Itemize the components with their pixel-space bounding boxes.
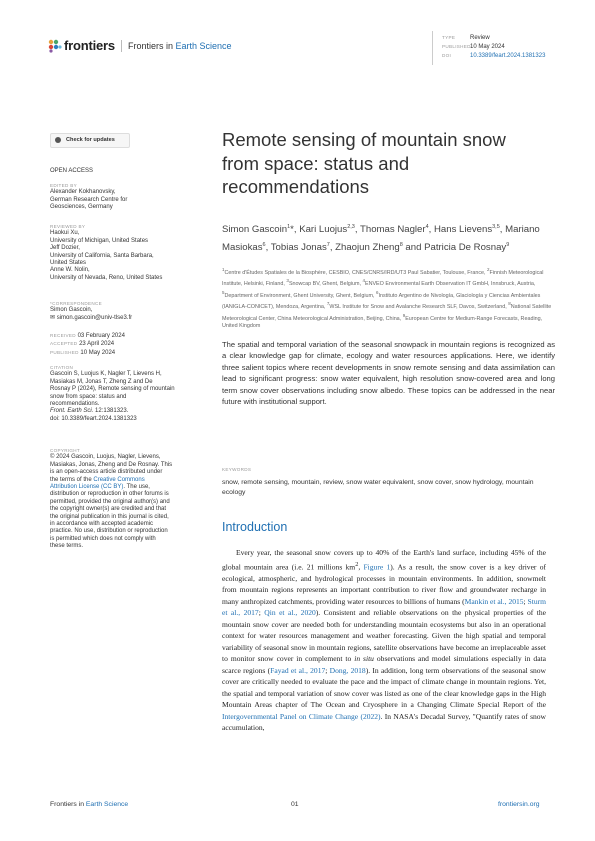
meta-divider (432, 31, 433, 65)
journal-name[interactable]: Frontiers in Earth Science (128, 41, 232, 51)
affiliations: $^1$Centre d'Études Spatiales de la Biosphère, CESBIO, CNES/CNRS/IRD/UT3 Paul Sabatier, Toulouse, France, $^2$Finnish Meteorological Institute, Helsinki, Finland, $^3$Snowcap BV, Ghent, Belgium, $^4$ENVEO Environmental Earth Observation IT GmbH, Innsbruck, Austria, $^5$Department of Environment, Ghent University, Ghent, Belgium, $^6$Instituto Argentino de Nivología, Glaciología y Ciencias Ambientales (IANIGLA-CONICET), Mendoza, Argentina, $^7$WSL Institute for Snow and Avalanche Research SLF, Davos, Switzerland, $^8$National Satellite Meteorological Center, China Meteorological Administration, Beijing, China, $^9$European Centre for Medium-Range Forecasts, Reading, United Kingdom (222, 267, 552, 329)
check-for-updates-button[interactable]: Check for updates (50, 133, 130, 148)
site-link[interactable]: frontiersin.org (498, 801, 540, 808)
keywords: snow, remote sensing, mountain, review, snow water equivalent, snow cover, snow hydrology, mountain ecology (222, 479, 534, 496)
edited-by: EDITED BY Alexander Kokhanovsky, German Research Centre for Geosciences, Germany (50, 183, 128, 211)
footer-journal: Frontiers in Earth Science (50, 801, 129, 808)
meta-published: PUBLISHED10 May 2024 (442, 44, 505, 50)
citation-doi-link[interactable]: doi: 10.3389/feart.2024.1381323 (50, 415, 137, 422)
meta-type: TYPE Review (442, 35, 490, 41)
section-title: Introduction (222, 520, 288, 534)
keywords-label: KEYWORDS (222, 467, 252, 472)
author-list: Simon Gascoin$^1$*, Kari Luojus$^{2,3}$, Thomas Nagler$^4$, Hans Lievens$^{3,5}$, Mariano Masiokas$^6$, Tobias Jonas$^7$, Zhaojun Zheng$^8$ and Patricia De Rosnay$^9$ (222, 224, 540, 253)
page-number: 01 (291, 801, 299, 808)
dates: RECEIVED 03 February 2024 ACCEPTED 23 April 2024 PUBLISHED 10 May 2024 (50, 333, 125, 356)
citation: CITATION Gascoin S, Luojus K, Nagler T, Lievens H, Masiakas M, Jonas T, Zheng Z and De Rosnay P (2024), Remote sensing of mountain snow from space: status and recommendations. Front. Earth Sci. 12:1381323. doi: 10.3389/feart.2024.1381323 (50, 364, 185, 423)
header-divider (121, 40, 122, 52)
copyright: COPYRIGHT © 2024 Gascoin, Luojus, Nagler, Lievens, Masiakas, Jonas, Zheng and De Rosnay. This is an open-access article distributed under the terms of the Creative Commons Attribution License (CC BY). The use, distribution or reproduction in other forums is permitted, provided the original author(s) and the copyright owner(s) are credited and that the original publication in this journal is cited, in accordance with accepted academic practice. No use, distribution or reproduction is permitted which does not comply with these terms. (50, 448, 173, 550)
reviewed-by: REVIEWED BY Haokui Xu, University of Michigan, United States Jeff Dozier, University of California, Santa Barbara, United States Anne W. Nolin, University of Nevada, Reno, United States (50, 224, 163, 281)
cc-license-link[interactable]: Creative Commons (93, 476, 145, 483)
frontiers-logo-icon (48, 39, 62, 53)
correspondence: *CORRESPONDENCE Simon Gascoin, ✉ simon.gascoin@univ-tlse3.fr (50, 300, 185, 322)
cc-license-link-2[interactable]: Attribution License (CC BY) (50, 484, 124, 491)
abstract: The spatial and temporal variation of the seasonal snowpack in mountain regions is recognized as a clear knowledge gap for climate, ecology and water resources applications. Here, we identify three salient topics where recent developments in snow remote sensing and data assimilation can lead to significant progress: snow water equivalent, high resolution snow-covered area and long term snow cover observations including snow albedo. These topics can be addressed in the near future with institutional support. (222, 340, 555, 407)
open-access-label: OPEN ACCESS (50, 168, 94, 174)
meta-doi[interactable]: DOI 10.3389/feart.2024.1381323 (442, 53, 546, 59)
intro-body: Every year, the seasonal snow covers up to 40% of the Earth's land surface, including 45% of the global mountain area (i.e. 21 millions $km^2$, Figure 1). As a result, the snow cover is a key driver of ecological, atmospheric, and hydrological processes in mountain environments. In addition, snowmelt from mountain regions represents an important contribution to river flow and groundwater recharge in many anthropized catchments, providing water resources to billions of humans (Mankin et al., 2015; Sturm et al., 2017; Qin et al., 2020). Consistent and reliable observations on the physical properties of the mountain snow cover are needed both for understanding mountain ecosystems but also in an operational context for water resources management and weather forecasting. Given the high spatial and temporal variability of seasonal snow in mountain regions, satellite observations have become an irreplaceable asset to monitor snow cover in complement to in situ observations and model simulations especially in data scarce regions (Fayad et al., 2017; Dong, 2018). In addition, long term observations of the seasonal snow cover are critically needed to evaluate the pace and the impact of climate change in mountain regions. Yet, the spatial and temporal variation of snow cover was listed as one of the clear knowledge gaps in the High Mountain Areas chapter of The Ocean and Cryosphere in a Changing Climate Special Report of the Intergovernmental Panel on Climate Change (2022). In NASA's Decadal Survey, "Quantify rates of snow accumulation, (222, 548, 547, 733)
article-title: Remote sensing of mountain snow from space: status and recommendations (222, 129, 506, 197)
email-link[interactable]: ✉ simon.gascoin@univ-tlse3.fr (50, 314, 133, 321)
brand-name: frontiers (64, 38, 115, 53)
update-icon (55, 137, 61, 143)
